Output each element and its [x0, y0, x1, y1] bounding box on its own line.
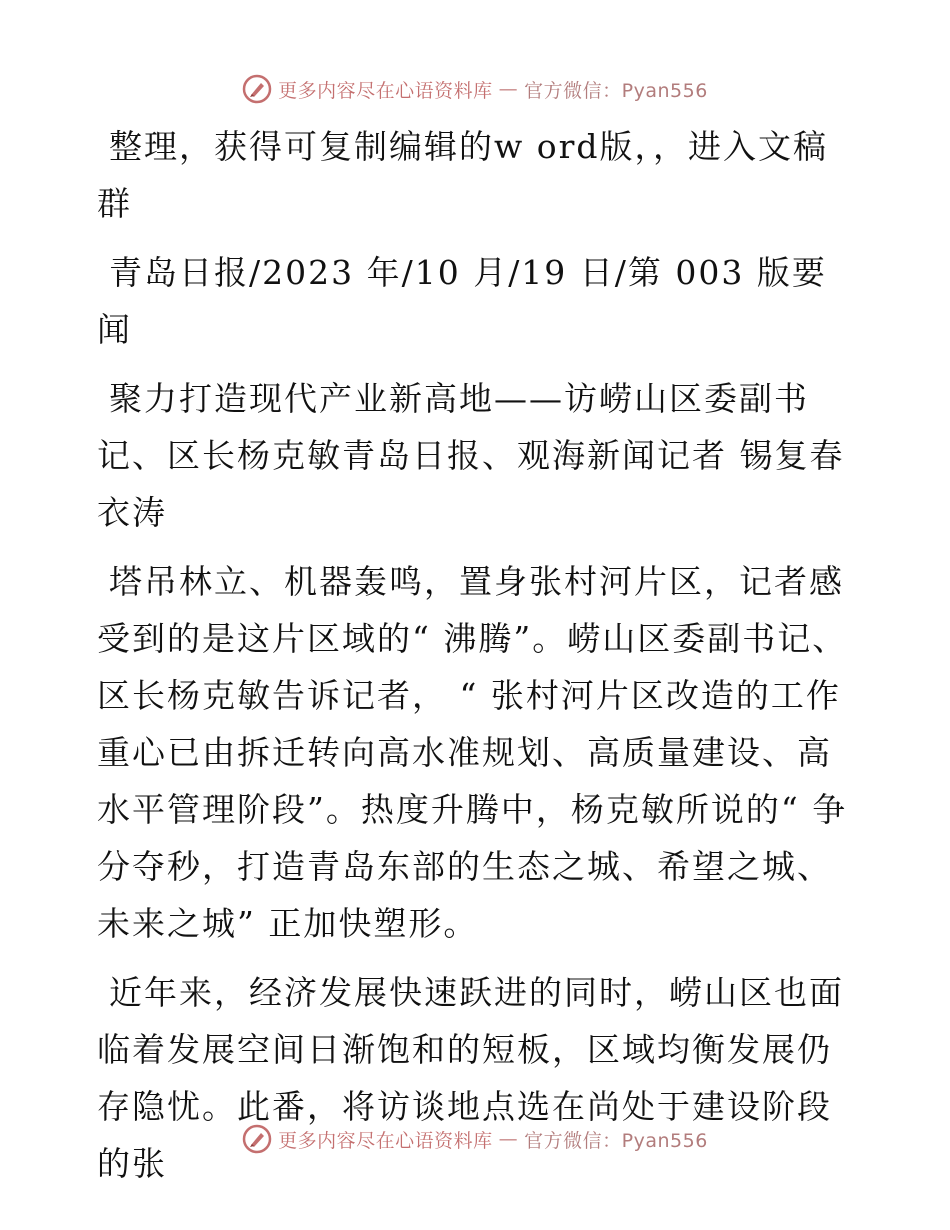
watermark-wechat-text: 官方微信：Pyan556: [524, 79, 708, 102]
watermark-dash: —: [498, 1128, 519, 1150]
footer-watermark: [0, 1124, 950, 1154]
pen-logo-icon: [242, 74, 272, 104]
source-line: 青岛日报/2023 年/10 月/19 日/第 003 版要闻: [97, 253, 827, 349]
intro-paragraph: 整理，获得可复制编辑的w ord版，，进入文稿群: [97, 127, 829, 223]
body-paragraph: 近年来，经济发展快速跃进的同时，崂山区也面临着发展空间日渐饱和的短板，区域均衡发展仍存隐忧。此番，将访谈地点选在尚处于建设阶段的张: [97, 973, 844, 1183]
article-title: 聚力打造现代产业新高地——访崂山区委副书记、区长杨克敏青岛日报、观海新闻记者 锡复春衣涛: [97, 379, 845, 532]
header-watermark: [0, 74, 950, 104]
watermark-wechat-text: 官方微信：Pyan556: [524, 1129, 708, 1152]
document-body: [97, 118, 857, 1204]
watermark-dash: —: [498, 78, 519, 100]
body-paragraph: 塔吊林立、机器轰鸣，置身张村河片区，记者感受到的是这片区域的“ 沸腾”。崂山区委副书记、区长杨克敏告诉记者， “ 张村河片区改造的工作重心已由拆迁转向高水准规划、高质量建设、高水平管理阶段”。热度升腾中，杨克敏所说的“ 争分夺秒，打造青岛东部的生态之城、希望之城、未来之城” 正加快塑形。: [97, 562, 848, 943]
watermark-main-text: 更多内容尽在心语资料库: [278, 79, 493, 102]
watermark-main-text: 更多内容尽在心语资料库: [278, 1129, 493, 1152]
pen-logo-icon: [242, 1124, 272, 1154]
